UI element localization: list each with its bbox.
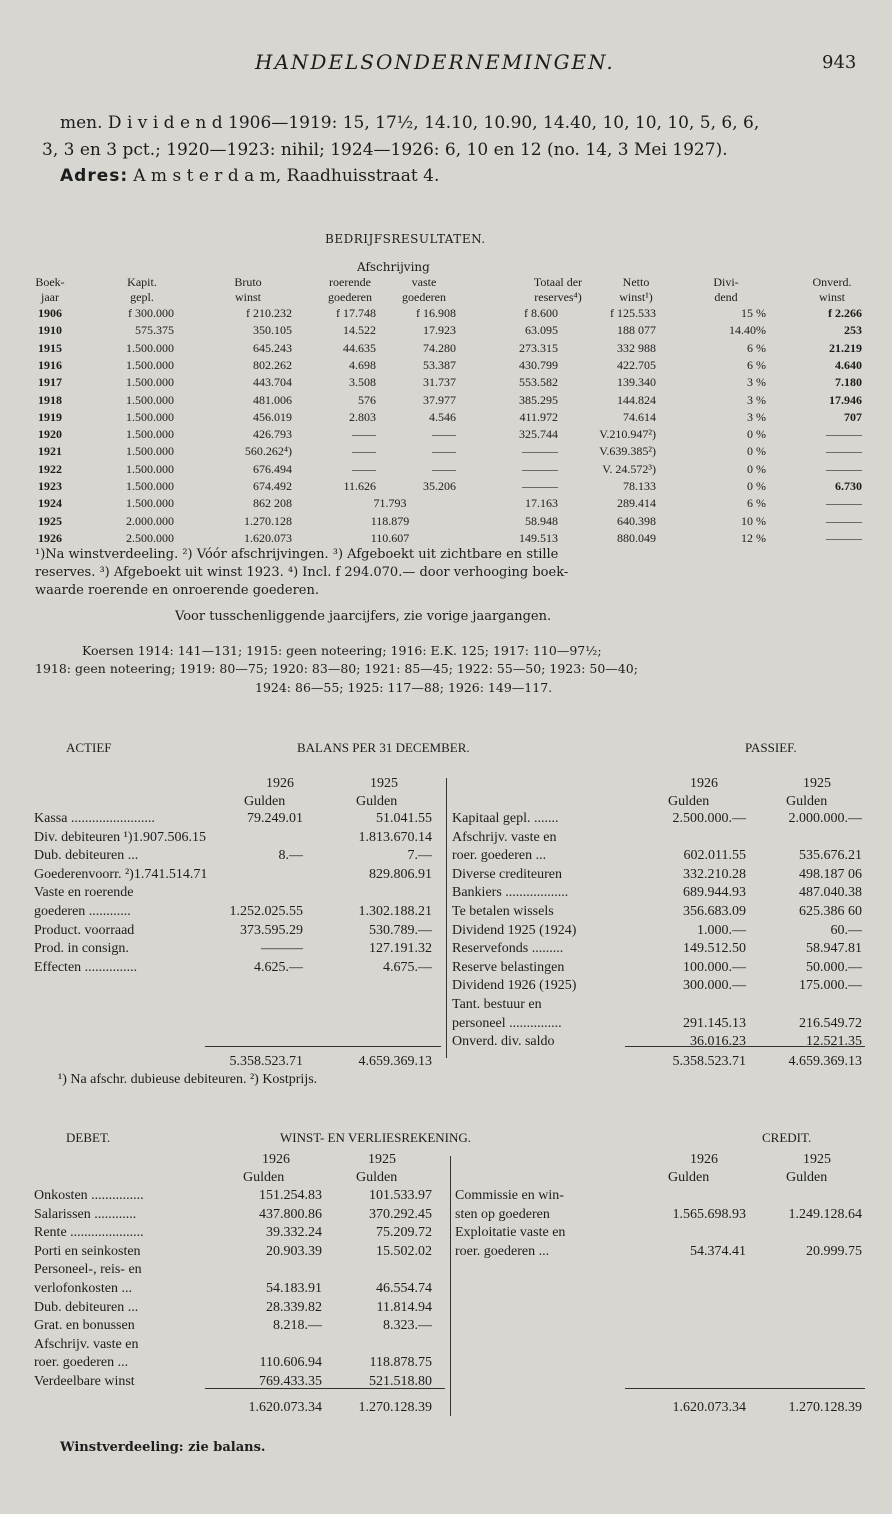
line-item-value-1926: 1.565.698.93 — [672, 1206, 746, 1222]
line-item-label: Afschrijv. vaste en — [34, 1336, 139, 1352]
results-cell-kapitaal: 1.500.000 — [126, 409, 174, 424]
line-item-value-1926: 79.249.01 — [247, 811, 303, 826]
winst-left-unit-1926: Gulden — [243, 1170, 285, 1185]
results-cell-kapitaal: f 300.000 — [128, 306, 174, 320]
results-cell-reserves: 553.582 — [519, 375, 558, 390]
results-cell-bruto-winst: 645.243 — [253, 340, 292, 355]
line-item-value-1925: 20.999.75 — [806, 1243, 862, 1259]
results-cell-netto-winst: 74.614 — [623, 409, 656, 424]
line-item-label: Rente ..................... — [34, 1225, 144, 1241]
line-item-value-1926: 332.210.28 — [683, 866, 746, 882]
results-cell-year: 1919 — [38, 409, 62, 424]
line-item-label: Te betalen wissels — [452, 904, 554, 919]
results-cell-afschr-roerend: 11.626 — [343, 479, 376, 493]
line-item-label: Kapitaal gepl. ....... — [452, 811, 559, 826]
balans-left-unit-1926: Gulden — [244, 794, 286, 809]
results-footnote-2: reserves. ³) Afgeboekt uit winst 1923. ⁴) Incl. f 294.070.— door verhooging boek- — [35, 565, 569, 580]
results-cell-afschr-vast: —— — [432, 461, 456, 476]
results-cell-reserves: 385.295 — [519, 392, 558, 407]
results-cell-bruto-winst: 560.262⁴) — [244, 444, 292, 459]
line-item-value-1925: 175.000.— — [799, 978, 862, 994]
intro-line-2: 3, 3 en 3 pct.; 1920—1923: nihil; 1924—1926: 6, 10 en 12 (no. 14, 3 Mei 1927). — [42, 140, 728, 160]
results-cell-afschr-vast: f 16.908 — [416, 306, 456, 320]
results-cell-netto-winst: V.210.947²) — [599, 427, 656, 442]
balans-left-unit-1925: Gulden — [356, 794, 398, 809]
results-cell-afschr-roerend: 44.635 — [343, 340, 376, 355]
results-cell-reserves: 63.095 — [525, 323, 558, 338]
line-item-value-1925: 60.— — [830, 922, 862, 938]
results-cell-dividend: 0 % — [747, 444, 766, 459]
results-cell-netto-winst: V. 24.572³) — [602, 461, 656, 476]
results-title: BEDRIJFSRESULTATEN. — [325, 232, 486, 246]
line-item-label: personeel ............... — [452, 1015, 562, 1031]
results-cell-reserves: 325.744 — [519, 427, 558, 442]
results-cell-afschr-vast: 35.206 — [423, 479, 456, 493]
results-cell-afschr-vast: 17.923 — [423, 323, 456, 338]
results-cell-onverdeelde-winst: 253 — [844, 323, 862, 338]
results-cell-dividend: 12 % — [741, 530, 766, 545]
line-item-value-1925: 8.323.— — [383, 1318, 432, 1334]
line-item-value-1926: 769.433.35 — [259, 1374, 322, 1389]
results-cell-year: 1926 — [38, 530, 62, 545]
header-afschr-roerend-line1: roerende — [329, 275, 371, 289]
line-item-value-1926: 54.374.41 — [690, 1243, 746, 1259]
line-item-value-1925: 51.041.55 — [376, 811, 432, 826]
winst-left-total-rule — [205, 1388, 445, 1389]
line-item-value-1925: 101.533.97 — [369, 1188, 432, 1203]
line-item-label: Goederenvoorr. ²)1.741.514.71 — [34, 866, 208, 882]
line-item-value-1926: 2.500.000.— — [672, 811, 746, 826]
winst-right-total-rule — [625, 1388, 865, 1389]
balans-left-total-1926: 5.358.523.71 — [229, 1054, 303, 1069]
balans-right-year-1926: 1926 — [690, 776, 718, 791]
winst-left-total-1926: 1.620.073.34 — [248, 1400, 322, 1415]
results-cell-dividend: 0 % — [747, 427, 766, 442]
results-cell-netto-winst: 422.705 — [617, 357, 656, 372]
results-cell-netto-winst: 640.398 — [617, 513, 656, 528]
balans-title: BALANS PER 31 DECEMBER. — [297, 740, 470, 755]
results-cell-onverdeelde-winst: 707 — [844, 409, 862, 424]
line-item-value-1925: 75.209.72 — [376, 1225, 432, 1241]
header-reserves-line1: Totaal der — [533, 275, 583, 289]
results-cell-afschr-roerend: 3.508 — [349, 375, 376, 390]
results-cell-dividend: 10 % — [741, 513, 766, 528]
line-item-label: Onverd. div. saldo — [452, 1034, 555, 1050]
results-cell-reserves: ——— — [522, 461, 558, 476]
results-cell-kapitaal: 2.000.000 — [126, 513, 174, 528]
header-kapitaal-line2: gepl. — [130, 290, 154, 304]
line-item-value-1926: 20.903.39 — [266, 1243, 322, 1259]
header-kapitaal-line1: Kapit. — [127, 275, 157, 289]
results-cell-kapitaal: 2.500.000 — [126, 530, 174, 545]
balans-left-year-1925: 1925 — [370, 776, 398, 791]
results-cell-netto-winst: V.639.385²) — [599, 444, 656, 459]
results-cell-reserves: 58.948 — [525, 513, 558, 528]
results-cell-afschr-roerend: —— — [352, 461, 376, 476]
results-cell-dividend: 3 % — [747, 375, 766, 390]
line-item-value-1925: 1.813.670.14 — [358, 829, 432, 845]
results-group-header: Afschrijving — [357, 260, 430, 274]
results-cell-netto-winst: f 125.533 — [610, 306, 656, 320]
line-item-label: roer. goederen ... — [34, 1355, 129, 1371]
results-cell-year: 1921 — [38, 444, 62, 459]
line-item-value-1926: 54.183.91 — [266, 1281, 322, 1296]
results-cell-reserves: 17.163 — [525, 496, 558, 511]
results-cell-afschr-vast: 74.280 — [423, 340, 456, 355]
balans-right-unit-1925: Gulden — [786, 794, 828, 809]
results-cell-bruto-winst: 350.105 — [253, 323, 292, 338]
results-cell-afschr-vast: 31.737 — [423, 375, 456, 390]
winst-left-unit-1925: Gulden — [356, 1170, 398, 1185]
results-cell-kapitaal: 1.500.000 — [126, 427, 174, 442]
results-cell-afschr-roerend: f 17.748 — [336, 306, 376, 320]
line-item-value-1926: 8.— — [278, 848, 303, 864]
line-item-value-1926: 689.944.93 — [683, 885, 746, 901]
results-cell-afschr-roerend: 576 — [358, 392, 376, 407]
balans-left-total-1925: 4.659.369.13 — [358, 1054, 432, 1069]
koersen-line-2: 1918: geen noteering; 1919: 80—75; 1920: 83—80; 1921: 85—45; 1922: 55—50; 1923: 50—40; — [35, 661, 638, 676]
line-item-label: Effecten ............... — [34, 959, 138, 975]
line-item-value-1926: 291.145.13 — [683, 1015, 746, 1031]
results-cell-dividend: 15 % — [741, 306, 766, 320]
line-item-value-1925: 535.676.21 — [799, 848, 862, 864]
results-cell-dividend: 0 % — [747, 461, 766, 476]
results-cell-afschr-vast: 37.977 — [423, 392, 456, 407]
line-item-value-1925: 58.947.81 — [806, 941, 862, 957]
results-cell-reserves: 430.799 — [519, 357, 558, 372]
balans-divider — [446, 778, 447, 1058]
results-cell-afschr-roerend: 110.607 — [370, 530, 410, 545]
results-cell-reserves: ——— — [522, 479, 558, 493]
results-cell-kapitaal: 1.500.000 — [126, 340, 174, 355]
balans-footnote: ¹) Na afschr. dubieuse debiteuren. ²) Kostprijs. — [58, 1072, 318, 1087]
line-item-label: roer. goederen ... — [452, 848, 547, 864]
results-cell-dividend: 6 % — [747, 357, 766, 372]
line-item-label: Dividend 1925 (1924) — [452, 922, 577, 938]
results-cell-afschr-roerend: —— — [352, 444, 376, 459]
line-item-label: verlofonkosten ... — [34, 1281, 132, 1296]
intro-line-1: men. D i v i d e n d 1906—1919: 15, 17½, 14.10, 10.90, 14.40, 10, 10, 10, 5, 6, 6, — [60, 113, 760, 133]
results-cell-onverdeelde-winst: ——— — [826, 496, 862, 511]
results-cell-year: 1924 — [38, 496, 62, 511]
results-cell-bruto-winst: 1.620.073 — [244, 530, 292, 545]
line-item-label: Grat. en bonussen — [34, 1318, 135, 1334]
line-item-value-1925: 1.302.188.21 — [358, 904, 432, 919]
header-afschr-roerend-line2: goederen — [328, 290, 372, 304]
results-cell-dividend: 3 % — [747, 409, 766, 424]
results-cell-kapitaal: 1.500.000 — [126, 496, 174, 511]
line-item-value-1925: 15.502.02 — [376, 1243, 432, 1259]
line-item-label: Product. voorraad — [34, 922, 135, 938]
results-cell-bruto-winst: 674.492 — [253, 479, 292, 493]
line-item-value-1926: 39.332.24 — [266, 1225, 322, 1241]
winst-left-year-1926: 1926 — [262, 1152, 290, 1167]
results-cell-afschr-roerend: 4.698 — [349, 357, 376, 372]
results-cell-onverdeelde-winst: ——— — [826, 444, 862, 459]
results-cell-onverdeelde-winst: 4.640 — [835, 357, 862, 372]
results-cell-afschr-vast: —— — [432, 444, 456, 459]
line-item-value-1925: 625.386 60 — [799, 904, 862, 919]
results-cell-year: 1910 — [38, 323, 62, 338]
header-year-line1: Boek- — [35, 275, 65, 289]
results-cell-afschr-vast: 53.387 — [423, 357, 456, 372]
results-cell-bruto-winst: 862 208 — [253, 496, 292, 511]
koersen-line-1: Koersen 1914: 141—131; 1915: geen noteering; 1916: E.K. 125; 1917: 110—97½; — [82, 643, 602, 658]
balans-right-year-1925: 1925 — [803, 776, 831, 791]
balans-right-total-1925: 4.659.369.13 — [788, 1054, 862, 1069]
line-item-label: Afschrijv. vaste en — [452, 829, 557, 845]
results-cell-reserves: 149.513 — [519, 530, 558, 545]
winst-left-year-1925: 1925 — [368, 1152, 396, 1167]
line-item-value-1925: 118.878.75 — [369, 1355, 432, 1371]
passief-title: PASSIEF. — [745, 740, 797, 755]
results-cell-kapitaal: 1.500.000 — [126, 461, 174, 476]
winst-title: WINST- EN VERLIESREKENING. — [280, 1130, 472, 1145]
line-item-value-1925: 2.000.000.— — [788, 811, 862, 826]
results-cell-kapitaal: 1.500.000 — [126, 444, 174, 459]
winstverdeeling-note: Winstverdeeling: zie balans. — [60, 1440, 266, 1455]
balans-left-year-1926: 1926 — [266, 776, 294, 791]
line-item-value-1925: 498.187 06 — [799, 866, 862, 882]
results-cell-afschr-vast: —— — [432, 427, 456, 442]
results-cell-bruto-winst: 456.019 — [253, 409, 292, 424]
credit-title: CREDIT. — [762, 1130, 812, 1145]
line-item-value-1925: 521.518.80 — [369, 1374, 432, 1389]
results-cell-onverdeelde-winst: 6.730 — [835, 479, 862, 493]
results-cell-year: 1906 — [38, 306, 62, 320]
results-cell-onverdeelde-winst: ——— — [826, 513, 862, 528]
winst-divider — [450, 1156, 451, 1416]
line-item-value-1925: 12.521.35 — [806, 1034, 862, 1050]
results-cell-kapitaal: 575.375 — [135, 323, 174, 338]
header-netto-winst-line2: winst¹) — [619, 290, 653, 304]
results-cell-bruto-winst: 802.262 — [253, 357, 292, 372]
line-item-value-1926: 437.800.86 — [259, 1206, 322, 1222]
line-item-value-1926: 300.000.— — [683, 978, 746, 994]
line-item-value-1925: 11.814.94 — [376, 1299, 432, 1315]
line-item-value-1926: 4.625.— — [254, 959, 303, 975]
line-item-label: Porti en seinkosten — [34, 1243, 141, 1259]
results-cell-onverdeelde-winst: 7.180 — [835, 375, 862, 390]
results-cell-bruto-winst: 676.494 — [253, 461, 292, 476]
results-cell-onverdeelde-winst: f 2.266 — [828, 306, 862, 320]
header-afschr-vast-line1: vaste — [411, 275, 437, 289]
line-item-label: Dub. debiteuren ... — [34, 848, 139, 864]
line-item-value-1925: 46.554.74 — [376, 1281, 432, 1296]
line-item-value-1926: 1.252.025.55 — [229, 904, 303, 919]
line-item-label: Verdeelbare winst — [34, 1374, 135, 1389]
results-cell-reserves: f 8.600 — [524, 306, 558, 320]
results-cell-onverdeelde-winst: ——— — [826, 427, 862, 442]
results-cell-year: 1922 — [38, 461, 62, 476]
line-item-value-1925: 216.549.72 — [799, 1015, 862, 1031]
header-dividend-line1: Divi- — [713, 275, 739, 289]
line-item-label: roer. goederen ... — [455, 1243, 550, 1259]
line-item-label: Salarissen ............ — [34, 1206, 137, 1222]
winst-right-unit-1926: Gulden — [668, 1170, 710, 1185]
results-cell-reserves: 273.315 — [519, 340, 558, 355]
line-item-label: Div. debiteuren ¹)1.907.506.15 — [34, 829, 207, 845]
line-item-label: Tant. bestuur en — [452, 997, 542, 1012]
line-item-value-1925: 370.292.45 — [369, 1206, 432, 1222]
results-cell-bruto-winst: 426.793 — [253, 427, 292, 442]
debet-title: DEBET. — [66, 1130, 111, 1145]
line-item-value-1925: 530.789.— — [369, 922, 432, 938]
results-cell-dividend: 6 % — [747, 340, 766, 355]
line-item-value-1926: 151.254.83 — [259, 1188, 322, 1203]
results-cell-dividend: 6 % — [747, 496, 766, 511]
line-item-label: Reservefonds ......... — [452, 941, 564, 957]
line-item-label: goederen ............ — [34, 904, 131, 919]
line-item-value-1926: 36.016.23 — [690, 1034, 746, 1050]
header-onverdeelde-winst-line1: Onverd. — [812, 275, 852, 289]
line-item-label: Reserve belastingen — [452, 959, 565, 975]
line-item-value-1925: 4.675.— — [383, 959, 432, 975]
results-cell-afschr-vast: 4.546 — [429, 409, 456, 424]
results-cell-dividend: 3 % — [747, 392, 766, 407]
results-cell-dividend: 0 % — [747, 479, 766, 493]
line-item-value-1926: 356.683.09 — [683, 904, 746, 919]
results-cell-reserves: ——— — [522, 444, 558, 459]
winst-right-year-1925: 1925 — [803, 1152, 831, 1167]
results-cell-year: 1917 — [38, 375, 62, 390]
results-cell-year: 1916 — [38, 357, 62, 372]
results-cell-onverdeelde-winst: ——— — [826, 530, 862, 545]
results-cell-kapitaal: 1.500.000 — [126, 375, 174, 390]
results-footnote-1: ¹)Na winstverdeeling. ²) Vóór afschrijvingen. ³) Afgeboekt uit zichtbare en stille — [35, 547, 559, 562]
header-year-line2: jaar — [41, 290, 59, 304]
line-item-label: sten op goederen — [455, 1206, 550, 1222]
line-item-value-1925: 829.806.91 — [369, 866, 432, 882]
line-item-label: Dub. debiteuren ... — [34, 1299, 139, 1315]
results-cell-bruto-winst: f 210.232 — [246, 306, 292, 320]
balans-left-total-rule — [205, 1046, 441, 1047]
line-item-value-1926: ——— — [261, 941, 303, 957]
line-item-label: Exploitatie vaste en — [455, 1225, 566, 1241]
results-cell-bruto-winst: 481.006 — [253, 392, 292, 407]
adres-text: A m s t e r d a m, Raadhuisstraat 4. — [133, 166, 440, 186]
results-cell-year: 1920 — [38, 427, 62, 442]
results-cell-kapitaal: 1.500.000 — [126, 479, 174, 493]
results-cell-netto-winst: 78.133 — [623, 479, 656, 493]
winst-right-year-1926: 1926 — [690, 1152, 718, 1167]
line-item-value-1925: 50.000.— — [806, 959, 862, 975]
results-cell-bruto-winst: 1.270.128 — [244, 513, 292, 528]
header-dividend-line2: dend — [714, 290, 738, 304]
tussen-note: Voor tusschenliggende jaarcijfers, zie vorige jaargangen. — [175, 609, 552, 624]
header-afschr-vast-line2: goederen — [402, 290, 446, 304]
results-cell-netto-winst: 332 988 — [617, 340, 656, 355]
results-cell-bruto-winst: 443.704 — [253, 375, 292, 390]
results-cell-netto-winst: 139.340 — [617, 375, 656, 390]
results-cell-onverdeelde-winst: 17.946 — [829, 392, 862, 407]
balans-right-unit-1926: Gulden — [668, 794, 710, 809]
results-cell-afschr-roerend: 2.803 — [349, 409, 376, 424]
balans-right-total-1926: 5.358.523.71 — [672, 1054, 746, 1069]
results-cell-netto-winst: 144.824 — [617, 392, 656, 407]
results-cell-afschr-roerend: —— — [352, 427, 376, 442]
results-cell-netto-winst: 880.049 — [617, 530, 656, 545]
results-cell-afschr-roerend: 118.879 — [370, 513, 410, 528]
line-item-label: Kassa ........................ — [34, 811, 155, 826]
results-cell-kapitaal: 1.500.000 — [126, 357, 174, 372]
header-bruto-winst-line1: Bruto — [234, 275, 262, 289]
results-cell-netto-winst: 188 077 — [617, 323, 656, 338]
header-onverdeelde-winst-line2: winst — [818, 290, 845, 304]
page-header-title: HANDELSONDERNEMINGEN. — [255, 50, 615, 74]
line-item-value-1926: 602.011.55 — [683, 848, 746, 864]
results-cell-onverdeelde-winst: 21.219 — [829, 340, 862, 355]
koersen-line-3: 1924: 86—55; 1925: 117—88; 1926: 149—117. — [255, 680, 553, 695]
results-cell-afschr-roerend: 71.793 — [373, 496, 407, 511]
line-item-label: Bankiers .................. — [452, 885, 569, 901]
results-cell-kapitaal: 1.500.000 — [126, 392, 174, 407]
results-cell-dividend: 14.40% — [729, 323, 766, 338]
results-cell-reserves: 411.972 — [519, 409, 558, 424]
line-item-value-1925: 127.191.32 — [369, 941, 432, 957]
line-item-label: Prod. in consign. — [34, 941, 129, 957]
results-cell-year: 1925 — [38, 513, 62, 528]
results-cell-netto-winst: 289.414 — [617, 496, 656, 511]
header-netto-winst-line1: Netto — [622, 275, 650, 289]
line-item-value-1926: 1.000.— — [697, 922, 746, 938]
line-item-value-1926: 149.512.50 — [683, 941, 746, 957]
header-bruto-winst-line2: winst — [234, 290, 261, 304]
balans-right-total-rule — [625, 1046, 865, 1047]
line-item-value-1926: 28.339.82 — [266, 1299, 322, 1315]
results-cell-year: 1918 — [38, 392, 62, 407]
line-item-label: Diverse crediteuren — [452, 866, 562, 882]
winst-right-total-1926: 1.620.073.34 — [672, 1400, 746, 1415]
line-item-label: Vaste en roerende — [34, 885, 134, 901]
adres-line — [60, 166, 439, 186]
line-item-label: Onkosten ............... — [34, 1188, 144, 1203]
results-cell-year: 1915 — [38, 340, 62, 355]
line-item-value-1925: 1.249.128.64 — [788, 1206, 862, 1222]
results-cell-afschr-roerend: 14.522 — [343, 323, 376, 338]
winst-right-total-1925: 1.270.128.39 — [788, 1400, 862, 1415]
line-item-value-1925: 7.— — [407, 848, 432, 864]
winst-right-unit-1925: Gulden — [786, 1170, 828, 1185]
line-item-value-1926: 373.595.29 — [240, 922, 303, 938]
line-item-value-1926: 100.000.— — [683, 959, 746, 975]
line-item-value-1925: 487.040.38 — [799, 885, 862, 901]
winst-left-total-1925: 1.270.128.39 — [358, 1400, 432, 1415]
adres-label: Adres: — [60, 166, 129, 186]
header-reserves-line2: reserves⁴) — [534, 290, 582, 304]
line-item-value-1926: 8.218.— — [273, 1318, 322, 1334]
actief-title: ACTIEF — [66, 740, 112, 755]
line-item-label: Personeel-, reis- en — [34, 1262, 142, 1278]
line-item-value-1926: 110.606.94 — [259, 1355, 322, 1371]
page-number: 943 — [822, 52, 857, 73]
results-footnote-3: waarde roerende en onroerende goederen. — [35, 583, 319, 598]
results-cell-year: 1923 — [38, 479, 62, 493]
results-cell-onverdeelde-winst: ——— — [826, 461, 862, 476]
line-item-label: Dividend 1926 (1925) — [452, 978, 577, 994]
line-item-label: Commissie en win- — [455, 1188, 564, 1203]
